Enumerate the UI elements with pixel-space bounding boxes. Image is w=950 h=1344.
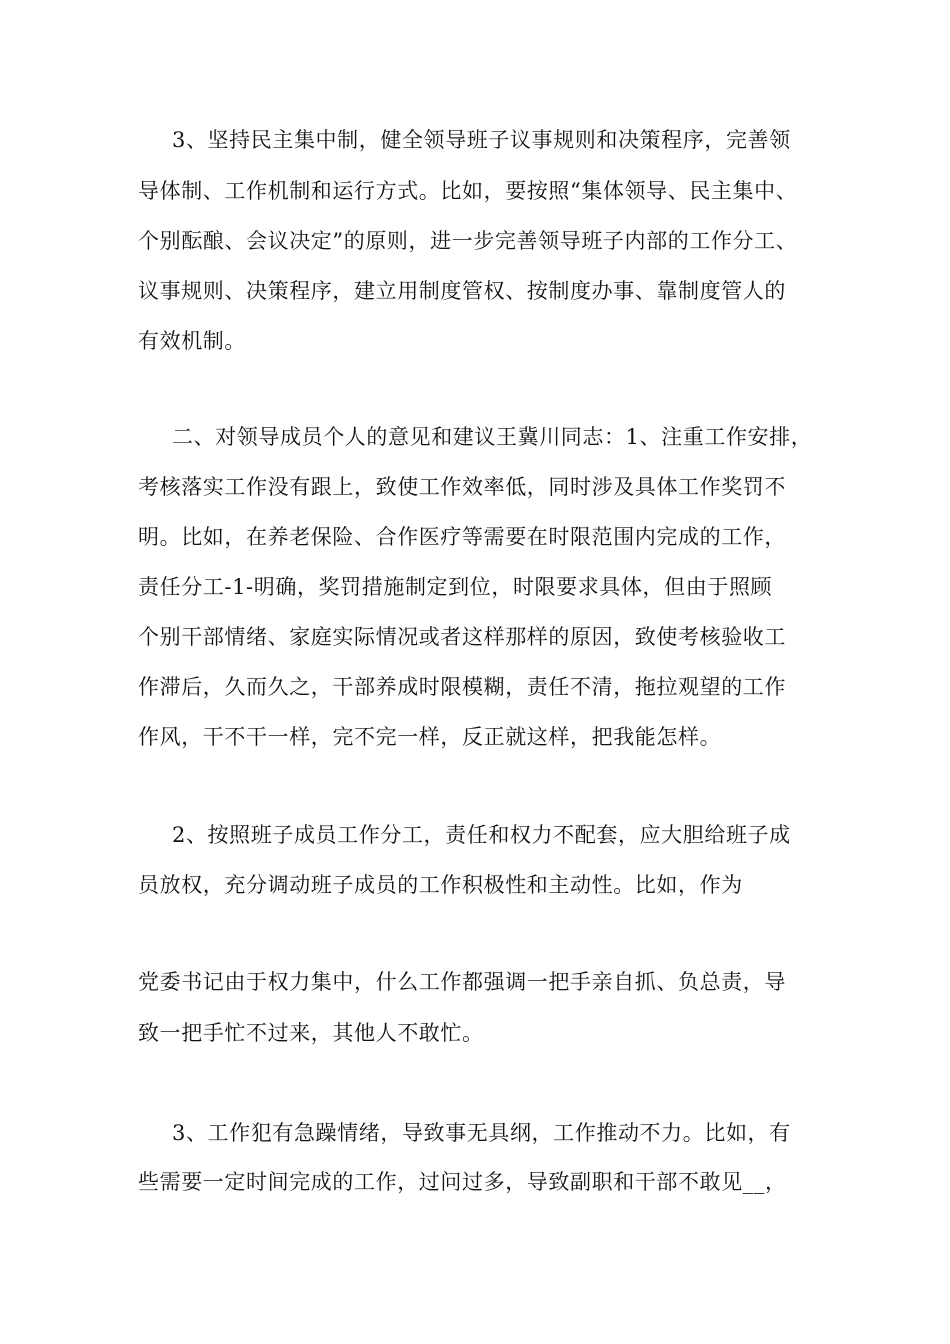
paragraph-4-line-1: 党委书记由于权力集中，什么工作都强调一把手亲自抓、负总责，导 — [138, 970, 786, 994]
paragraph-2-line-7: 作风，干不干一样，完不完一样，反正就这样，把我能怎样。 — [138, 725, 722, 749]
paragraph-2-line-5: 个别干部情绪、家庭实际情况或者这样那样的原因，致使考核验收工 — [138, 625, 786, 649]
paragraph-2-line-1: 二、对领导成员个人的意见和建议王冀川同志：1、注重工作安排， — [172, 425, 813, 449]
paragraph-2-line-2: 考核落实工作没有跟上，致使工作效率低，同时涉及具体工作奖罚不 — [138, 475, 786, 499]
paragraph-2-line-3: 明。比如，在养老保险、合作医疗等需要在时限范围内完成的工作， — [138, 525, 786, 549]
paragraph-5-line-2: 些需要一定时间完成的工作，过问过多，导致副职和干部不敢见__， — [138, 1170, 787, 1194]
paragraph-1-line-4: 议事规则、决策程序，建立用制度管权、按制度办事、靠制度管人的 — [138, 279, 786, 303]
paragraph-1-line-5: 有效机制。 — [138, 329, 246, 353]
paragraph-4-line-2: 致一把手忙不过来，其他人不敢忙。 — [138, 1021, 484, 1045]
paragraph-3-line-1: 2、按照班子成员工作分工，责任和权力不配套，应大胆给班子成 — [172, 823, 791, 847]
paragraph-2-line-6: 作滞后，久而久之，干部养成时限模糊，责任不清，拖拉观望的工作 — [138, 675, 786, 699]
paragraph-5-line-1: 3、工作犯有急躁情绪，导致事无具纲，工作推动不力。比如，有 — [172, 1121, 791, 1145]
paragraph-1-line-3: 个别酝酿、会议决定”的原则，进一步完善领导班子内部的工作分工、 — [138, 229, 798, 253]
paragraph-2-line-4: 责任分工-1-明确，奖罚措施制定到位，时限要求具体，但由于照顾 — [138, 575, 773, 599]
paragraph-1-line-2: 导体制、工作机制和运行方式。比如，要按照“集体领导、民主集中、 — [138, 179, 798, 203]
paragraph-3-line-2: 员放权，充分调动班子成员的工作积极性和主动性。比如，作为 — [138, 873, 743, 897]
paragraph-1-line-1: 3、坚持民主集中制，健全领导班子议事规则和决策程序，完善领 — [172, 128, 791, 152]
